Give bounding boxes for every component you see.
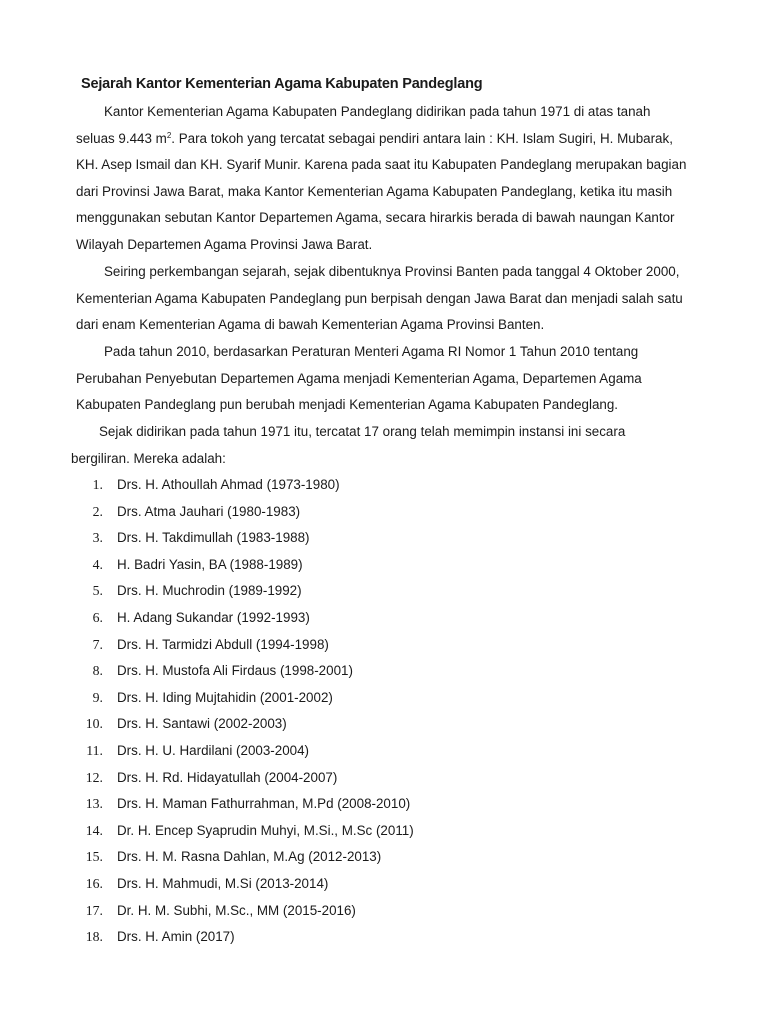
list-item (76, 605, 310, 632)
list-item-text: Drs. H. Santawi (2002-2003) (117, 716, 287, 732)
list-item (76, 525, 310, 552)
list-item (76, 844, 382, 871)
paragraph-line: Pada tahun 2010, berdasarkan Peraturan Menteri Agama RI Nomor 1 Tahun 2010 tentang (104, 344, 639, 359)
paragraph-line: Kantor Kementerian Agama Kabupaten Pandeglang didirikan pada tahun 1971 di atas tanah (104, 104, 651, 119)
list-item (76, 685, 333, 712)
list-item-text: Drs. H. Mahmudi, M.Si (2013-2014) (117, 875, 329, 891)
list-item-text: Drs. H. Athoullah Ahmad (1973-1980) (117, 477, 340, 492)
list-item-text: Dr. H. Encep Syaprudin Muhyi, M.Si., M.Sc (2011) (117, 822, 414, 838)
paragraph-line: bergiliran. Mereka adalah: (71, 450, 226, 466)
list-item (76, 791, 411, 818)
paragraph-line-text: . Para tokoh yang tercatat sebagai pendiri antara lain : KH. Islam Sugiri, H. Mubarak, (171, 130, 673, 146)
list-item (76, 578, 302, 605)
list-number: 3. (92, 530, 103, 546)
list-item-text: H. Badri Yasin, BA (1988-1989) (117, 556, 303, 572)
list-number: 15. (85, 849, 103, 865)
paragraph-3 (76, 339, 716, 419)
superscript: 2 (166, 130, 172, 140)
paragraph-line: dari Provinsi Jawa Barat, maka Kantor Kementerian Agama Kabupaten Pandeglang, ketika itu masih (76, 183, 673, 199)
list-item (76, 898, 356, 925)
list-number: 5. (92, 583, 103, 599)
list-item (76, 765, 338, 792)
list-item-text: Drs. H. U. Hardilani (2003-2004) (117, 742, 310, 758)
list-item-text: Drs. H. Tarmidzi Abdull (1994-1998) (117, 636, 329, 652)
list-item (76, 871, 329, 898)
list-item-text: Drs. Atma Jauhari (1980-1983) (117, 503, 301, 519)
paragraph-line: Kabupaten Pandeglang pun berubah menjadi Kementerian Agama Kabupaten Pandeglang. (76, 397, 619, 413)
list-item (76, 924, 235, 951)
list-number: 18. (85, 929, 103, 945)
paragraph-line (76, 126, 716, 153)
list-number: 8. (92, 663, 103, 679)
list-item (76, 552, 303, 579)
list-number: 1. (92, 477, 103, 492)
paragraph-line: menggunakan sebutan Kantor Departemen Agama, secara hirarkis berada di bawah naungan Kantor (76, 210, 675, 226)
list-number: 10. (85, 716, 103, 732)
list-number: 11. (86, 742, 103, 758)
list-item (76, 818, 414, 845)
paragraph-line: Perubahan Penyebutan Departemen Agama menjadi Kementerian Agama, Departemen Agama (76, 370, 642, 386)
list-item-text: Drs. H. Muchrodin (1989-1992) (117, 583, 302, 599)
paragraph-4 (71, 419, 716, 472)
list-item-text: Dr. H. M. Subhi, M.Sc., MM (2015-2016) (117, 902, 356, 918)
list-item-text: Drs. H. Mustofa Ali Firdaus (1998-2001) (117, 663, 353, 679)
paragraph-1 (76, 99, 716, 259)
list-number: 7. (92, 636, 103, 652)
list-number: 2. (92, 503, 103, 519)
list-number: 4. (92, 556, 103, 572)
list-number: 14. (85, 822, 103, 838)
document-title: Sejarah Kantor Kementerian Agama Kabupaten Pandeglang (81, 76, 483, 92)
paragraph-line: dari enam Kementerian Agama di bawah Kementerian Agama Provinsi Banten. (76, 317, 545, 333)
list-item-text: Drs. H. Iding Mujtahidin (2001-2002) (117, 689, 333, 705)
list-item-text: Drs. H. M. Rasna Dahlan, M.Ag (2012-2013) (117, 849, 382, 865)
paragraph-line: Wilayah Departemen Agama Provinsi Jawa Barat. (76, 236, 373, 252)
list-item (76, 738, 310, 765)
list-item (76, 499, 301, 526)
paragraph-line: Seiring perkembangan sejarah, sejak dibentuknya Provinsi Banten pada tanggal 4 Oktober 2000, (104, 264, 680, 279)
list-item-text: Drs. H. Maman Fathurrahman, M.Pd (2008-2010) (117, 796, 411, 812)
list-number: 6. (92, 609, 103, 625)
list-item-text: Drs. H. Amin (2017) (117, 929, 235, 945)
paragraph-line-text: seluas 9.443 m (76, 130, 167, 146)
list-item-text: Drs. H. Rd. Hidayatullah (2004-2007) (117, 769, 338, 785)
list-item (76, 632, 329, 659)
paragraph-line: KH. Asep Ismail dan KH. Syarif Munir. Karena pada saat itu Kabupaten Pandeglang merupakan bagian (76, 157, 687, 173)
list-item (76, 711, 287, 738)
paragraph-line: Sejak didirikan pada tahun 1971 itu, tercatat 17 orang telah memimpin instansi ini secara (99, 424, 626, 439)
list-number: 16. (85, 875, 103, 891)
leaders-list (76, 472, 414, 951)
list-item-text: Drs. H. Takdimullah (1983-1988) (117, 530, 310, 546)
list-item-text: H. Adang Sukandar (1992-1993) (117, 609, 310, 625)
list-item (76, 472, 340, 499)
paragraph-2 (76, 259, 716, 339)
list-number: 12. (85, 769, 103, 785)
list-number: 9. (92, 689, 103, 705)
list-item (76, 658, 353, 685)
paragraph-line: Kementerian Agama Kabupaten Pandeglang pun berpisah dengan Jawa Barat dan menjadi salah satu (76, 290, 683, 306)
list-number: 13. (85, 796, 103, 812)
list-number: 17. (85, 902, 103, 918)
